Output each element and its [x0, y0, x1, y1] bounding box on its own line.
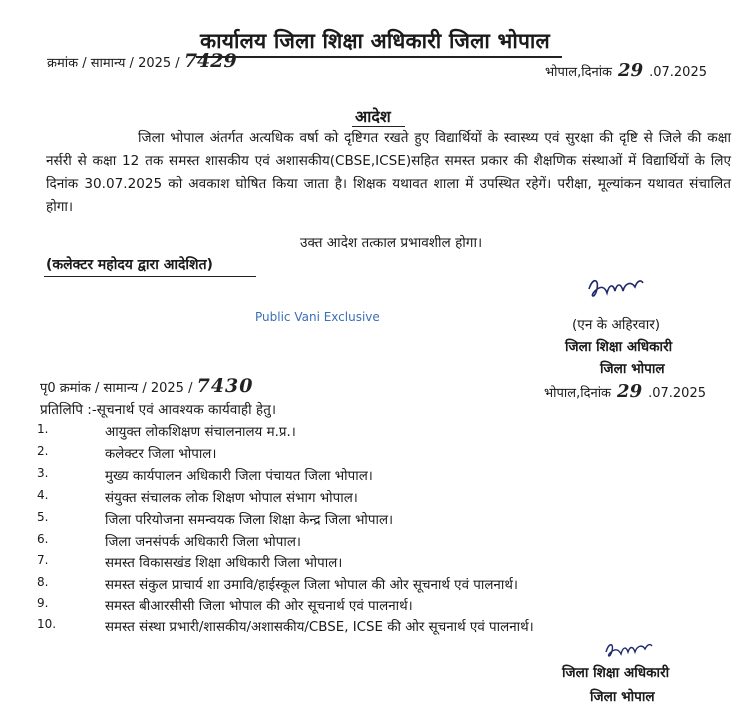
list-item	[0, 510, 753, 532]
copy-reference-prefix: पृ0 क्रमांक / सामान्य / 2025 /	[40, 381, 193, 396]
list-item-text: समस्त संस्था प्रभारी/शासकीय/अशासकीय/CBSE, ICSE की ओर सूचनार्थ एवं पालनार्थ।	[105, 620, 534, 635]
list-item-text: समस्त विकासखंड शिक्षा अधिकारी जिला भोपाल।	[105, 556, 343, 571]
list-item-text: मुख्य कार्यपालन अधिकारी जिला पंचायत जिला भोपाल।	[105, 469, 373, 484]
list-item	[0, 596, 753, 618]
list-item	[0, 444, 753, 466]
list-item	[0, 422, 753, 444]
order-date-day: 29	[618, 60, 644, 81]
order-body: जिला भोपाल अंतर्गत अत्यधिक वर्षा को दृष्टिगत रखते हुए विद्यार्थियों के स्वास्थ्य एवं सुरक्षा की दृष्टि से जिले की कक्षा नर्सरी से कक्षा 12 तक समस्त शासकीय एवं अशासकीय(CBSE,ICSE)सहित समस्त प्रकार की शैक्षणिक संस्थाओं में विद्यार्थियों के लिए दिनांक 30.07.2025 को अवकाश घोषित किया जाता है। शिक्षक यथावत शाला में उपस्थित रहेगें। परीक्षा, मूल्यांकन यथावत संचालित होगा।	[46, 130, 731, 215]
list-item-number: 10.	[37, 617, 57, 631]
list-item-text: कलेक्टर जिला भोपाल।	[105, 447, 217, 462]
list-item	[0, 617, 753, 639]
list-item-number: 6.	[37, 532, 49, 546]
final-signatory-office: जिला शिक्षा अधिकारी	[562, 665, 670, 681]
order-effect-line: उक्त आदेश तत्काल प्रभावशील होगा।	[300, 235, 483, 251]
order-reference-prefix: क्रमांक / सामान्य / 2025 /	[47, 56, 180, 71]
office-title: कार्यालय जिला शिक्षा अधिकारी जिला भोपाल	[200, 29, 550, 53]
collector-note: (कलेक्टर महोदय द्वारा आदेशित)	[46, 257, 213, 273]
list-item-number: 7.	[37, 553, 49, 567]
signatory-district: जिला भोपाल	[600, 361, 665, 377]
list-item	[0, 553, 753, 575]
copy-heading: प्रतिलिपि :-सूचनार्थ एवं आवश्यक कार्यवाही हेतु।	[40, 402, 277, 418]
order-reference-number: 7429	[183, 50, 237, 72]
signature-icon	[603, 640, 653, 662]
signatory-name: (एन के अहिरवार)	[572, 317, 661, 333]
order-heading: आदेश	[355, 107, 391, 126]
copy-reference-number: 7430	[196, 375, 254, 397]
list-item	[0, 466, 753, 488]
title-underline	[196, 56, 562, 58]
copy-date-suffix: .07.2025	[648, 386, 706, 401]
list-item	[0, 488, 753, 510]
signature-icon	[585, 275, 645, 305]
order-date-suffix: .07.2025	[649, 65, 707, 80]
list-item-text: जिला परियोजना समन्वयक जिला शिक्षा केन्द्र जिला भोपाल।	[105, 513, 394, 528]
list-item-number: 4.	[37, 488, 49, 502]
order-date-prefix: भोपाल,दिनांक	[545, 65, 613, 80]
list-item-text: समस्त बीआरसीसी जिला भोपाल की ओर सूचनार्थ एवं पालनार्थ।	[105, 599, 413, 614]
final-signatory-district: जिला भोपाल	[590, 689, 655, 705]
copy-reference	[40, 375, 253, 397]
signatory-office: जिला शिक्षा अधिकारी	[565, 339, 673, 355]
order-reference	[47, 50, 237, 72]
list-item-number: 8.	[37, 575, 49, 589]
copy-date-day: 29	[617, 381, 643, 402]
list-item-text: संयुक्त संचालक लोक शिक्षण भोपाल संभाग भोपाल।	[105, 491, 358, 506]
copy-date	[544, 381, 706, 402]
list-item-number: 3.	[37, 466, 49, 480]
list-item-number: 5.	[37, 510, 49, 524]
order-date	[545, 60, 707, 81]
copy-date-prefix: भोपाल,दिनांक	[544, 386, 612, 401]
watermark: Public Vani Exclusive	[255, 310, 380, 324]
list-item-text: आयुक्त लोकशिक्षण संचालनालय म.प्र.।	[105, 425, 296, 440]
list-item	[0, 575, 753, 597]
list-item-text: जिला जनसंपर्क अधिकारी जिला भोपाल।	[105, 535, 301, 550]
list-item-number: 9.	[37, 596, 49, 610]
list-item-text: समस्त संकुल प्राचार्य शा उमावि/हाईस्कूल जिला भोपाल की ओर सूचनार्थ एवं पालनार्थ।	[105, 578, 518, 593]
list-item-number: 1.	[37, 422, 49, 436]
collector-note-underline	[44, 276, 256, 277]
list-item-number: 2.	[37, 444, 49, 458]
list-item	[0, 532, 753, 554]
